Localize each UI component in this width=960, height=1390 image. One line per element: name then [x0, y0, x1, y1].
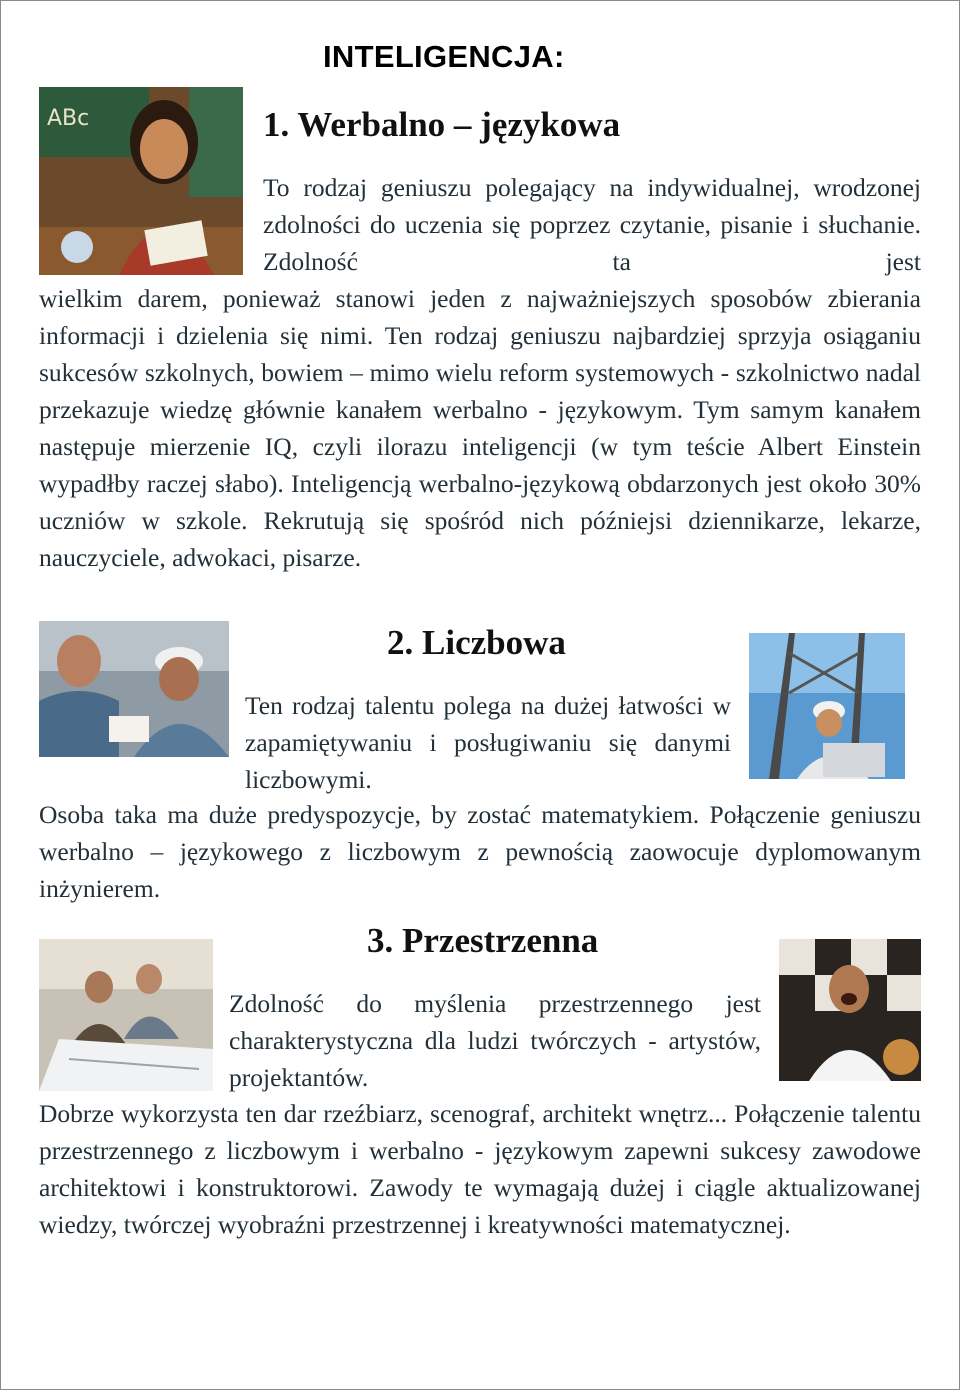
engineer-photo-icon — [749, 633, 905, 779]
section-1-intro: To rodzaj geniuszu polegający na indywidualnej, wrodzonej zdolności do uczenia się poprzez czytanie, pisanie i słuchanie. Zdolność ta jest — [263, 173, 921, 276]
section-3-heading: 3. Przestrzenna — [367, 921, 599, 960]
architects-photo-icon — [39, 939, 213, 1091]
section-1-body: wielkim darem, ponieważ stanowi jeden z najważniejszych sposobów zbierania informacji i dzielenia się nimi. Ten rodzaj geniuszu najbardziej sprzyja osiąganiu sukcesów szkolnych, bowiem – mimo wielu reform systemowych - szkolnictwo nadal przekazuje wiedzę głównie kanałem werbalno - językowym. Tym samym kanałem następuje mierzenie IQ, czyli ilorazu inteligencji (w tym teście Albert Einstein wypadłby raczej słabo). Inteligencją werbalno-językową obdarzonych jest około 30% uczniów w szkole. Rekrutują się spośród nich późniejsi dziennikarze, lekarze, nauczyciele, adwokaci, pisarze. — [39, 284, 921, 572]
section-2-intro: Ten rodzaj talentu polega na dużej łatwości w zapamiętywaniu i posługiwaniu się danymi liczbowymi. — [245, 691, 731, 794]
svg-text:ABc: ABc — [47, 106, 90, 131]
laughing-man-photo-icon — [779, 939, 921, 1081]
section-2-heading: 2. Liczbowa — [387, 623, 566, 662]
teacher-photo-icon — [39, 87, 243, 275]
section-2-body: Osoba taka ma duże predyspozycje, by zostać matematykiem. Połączenie geniuszu werbalno – językowego z liczbowym z pewnością zaowocuje dyplomowanym inżynierem. — [39, 800, 921, 903]
section-1-heading: 1. Werbalno – językowa — [263, 105, 621, 144]
section-3-intro: Zdolność do myślenia przestrzennego jest charakterystyczna dla ludzi twórczych - artystów, projektantów. — [229, 989, 761, 1092]
workers-photo-icon — [39, 621, 229, 757]
section-3-body: Dobrze wykorzysta ten dar rzeźbiarz, scenograf, architekt wnętrz... Połączenie talentu przestrzennego z liczbowym i werbalno - językowym zapewni sukcesy zawodowe architektowi i konstruktorowi. Zawody te wymagają dużej i ciągle aktualizowanej wiedzy, twórczej wyobraźni przestrzennej i kreatywności matematycznej. — [39, 1099, 921, 1239]
page-title: INTELIGENCJA: — [323, 39, 565, 74]
